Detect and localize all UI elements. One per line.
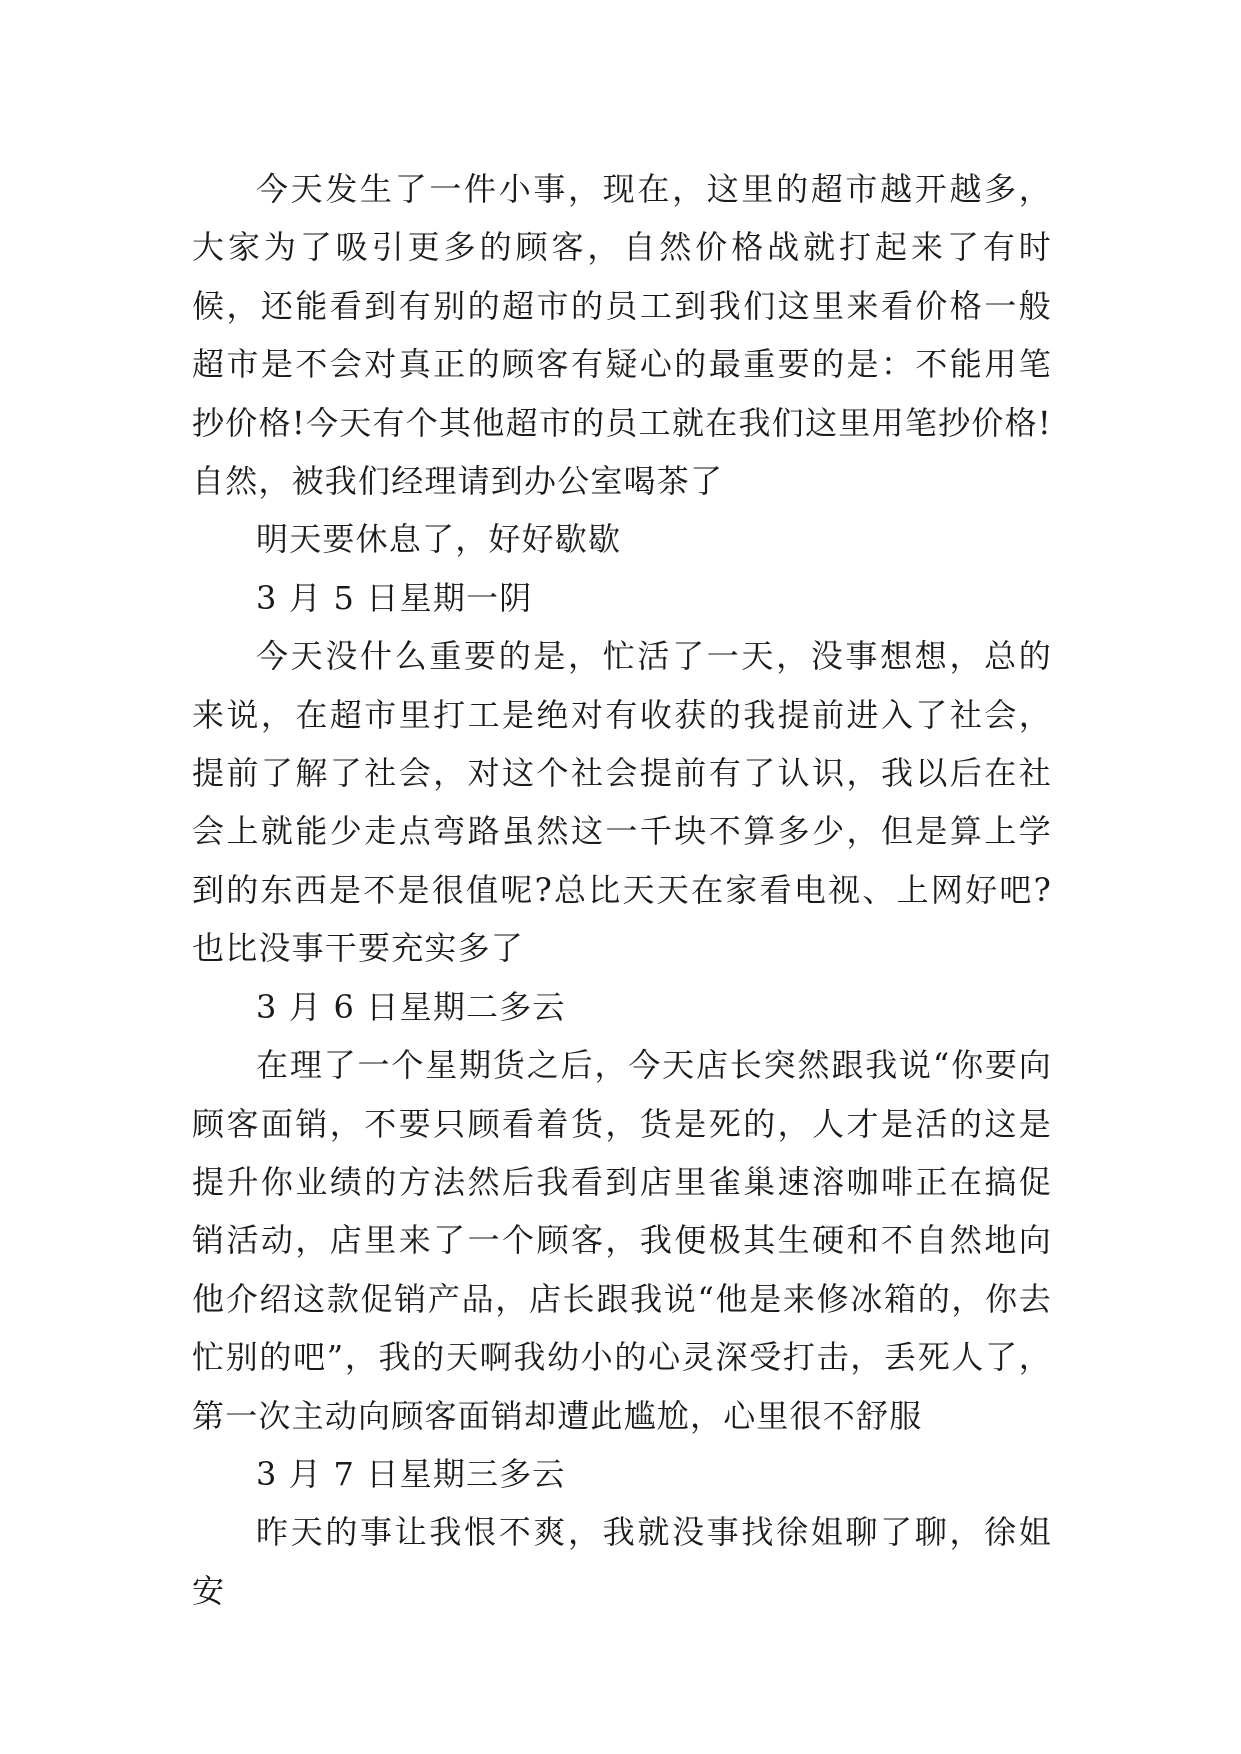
date-heading-mar-7: 3 月 7 日星期三多云: [256, 1454, 566, 1493]
paragraph-1: 今天发生了一件小事，现在，这里的超市越开越多，大家为了吸引更多的顾客，自然价格战就打起来了有时候，还能看到有别的超市的员工到我们这里来看价格一般超市是不会对真正的顾客有疑心的最重要的是：不能用笔抄价格!今天有个其他超市的员工就在我们这里用笔抄价格!自然，被我们经理请到办公室喝茶了: [192, 170, 1052, 501]
paragraph-5: 昨天的事让我恨不爽，我就没事找徐姐聊了聊，徐姐安: [192, 1513, 1052, 1610]
paragraph-4: 在理了一个星期货之后，今天店长突然跟我说“你要向顾客面销，不要只顾看着货，货是死的，人才是活的这是提升你业绩的方法然后我看到店里雀巢速溶咖啡正在搞促销活动，店里来了一个顾客，我便极其生硬和不自然地向他介绍这款促销产品，店长跟我说“他是来修冰箱的，你去忙别的吧”，我的天啊我幼小的心灵深受打击，丢死人了，第一次主动向顾客面销却遭此尴尬，心里很不舒服: [192, 1046, 1052, 1435]
date-heading-mar-6: 3 月 6 日星期二多云: [256, 987, 566, 1026]
paragraph-3: 今天没什么重要的是，忙活了一天，没事想想，总的来说，在超市里打工是绝对有收获的我提前进入了社会，提前了解了社会，对这个社会提前有了认识，我以后在社会上就能少走点弯路虽然这一千块不算多少，但是算上学到的东西是不是很值呢?总比天天在家看电视、上网好吧?也比没事干要充实多了: [192, 637, 1052, 968]
paragraph-2: 明天要休息了，好好歇歇: [256, 520, 622, 559]
date-heading-mar-5: 3 月 5 日星期一阴: [256, 578, 533, 617]
document-body: [192, 160, 1052, 1620]
